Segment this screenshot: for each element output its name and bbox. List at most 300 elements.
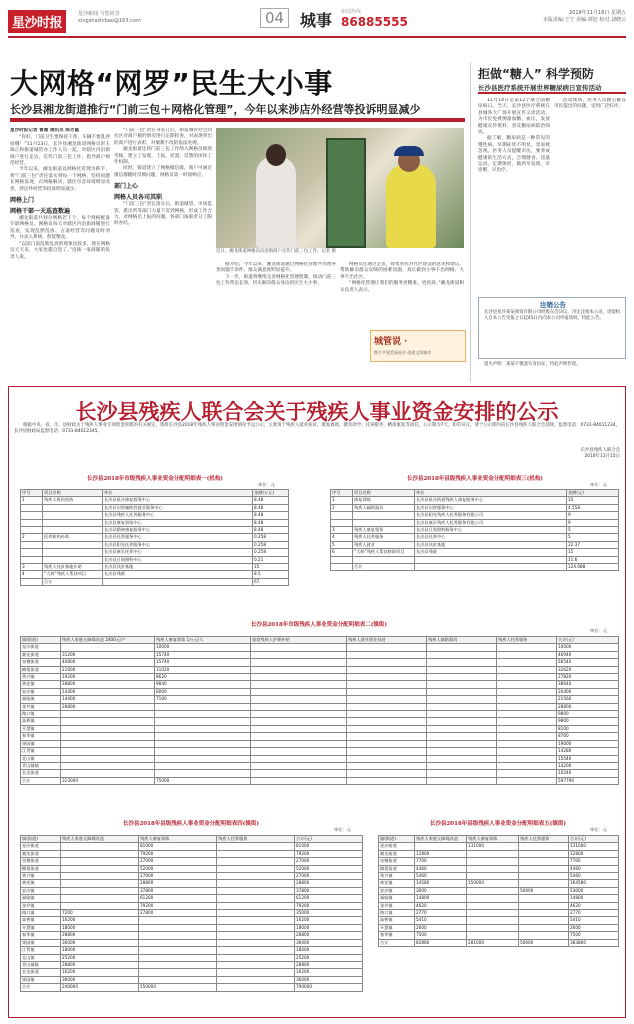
table-cell: 金井镇 (21, 902, 61, 909)
table-cell (155, 748, 251, 755)
table-cell (43, 527, 103, 534)
table-header-cell: 残疾人家庭无障碍改造 (61, 836, 139, 843)
table-cell: 27800 (139, 910, 217, 917)
public-notice-title: 长沙县残疾人联合会关于残疾人事业资金安排的公示 (75, 400, 559, 424)
table-cell: 37800 (295, 887, 363, 894)
paragraph: “门前三包”责任书签订后，街道城管办会同社区对商户履约情况进行定期检查，对表现突出的商户进行表彰，对屡教不改的依法处理。 (114, 128, 212, 146)
table-cell (61, 718, 155, 725)
table-cell (497, 733, 557, 740)
table-cell: 星沙街道 (21, 843, 61, 850)
table-cell: 28800 (557, 703, 619, 710)
table-cell: 11.6 (567, 556, 619, 563)
table-cell: 长沙县星沙康复服务中心 (103, 497, 253, 504)
table-cell: 4460 (569, 865, 619, 872)
table-cell: 16200 (295, 969, 363, 976)
table-row (331, 497, 619, 504)
table-cell: 长龙街道 (21, 770, 61, 777)
table-header-row (21, 490, 289, 497)
table-cell: 黄兴镇 (21, 674, 61, 681)
table-header-cell: 金额(万元) (253, 490, 289, 497)
table-cell (427, 748, 497, 755)
table-cell: 合计 (21, 984, 61, 991)
table-cell: 黄花镇 (21, 880, 61, 887)
table-cell: 12800 (415, 850, 467, 857)
table-cell: 18000 (61, 947, 139, 954)
table-cell: “大病”残疾人帮扶救助项目 (353, 549, 415, 556)
table-cell: 星沙街道 (21, 644, 61, 651)
table-cell: 28800 (295, 880, 363, 887)
table-cell: 5 (567, 527, 619, 534)
table-cell (497, 755, 557, 762)
table-row (21, 910, 363, 917)
table-cell: 131000 (467, 843, 519, 850)
table-cell (467, 902, 519, 909)
table-cell (217, 902, 295, 909)
table-row (21, 858, 363, 865)
table-cell (467, 887, 519, 894)
table2-title: 长沙县2018年县级残疾人事业资金分配明细表三(机构) (406, 476, 543, 482)
table-row (379, 873, 619, 880)
article-column-3 (216, 262, 336, 326)
table-cell: 9 (567, 512, 619, 519)
table-cell (155, 740, 251, 747)
table-cell: 湘龙街道 (21, 850, 61, 857)
table-cell: 8620 (155, 674, 251, 681)
table-cell: 36000 (295, 976, 363, 983)
logo-subtitle: 星沙新闻 与您同享 xingshashibao@163.com (78, 11, 141, 24)
table-cell: 79200 (139, 902, 217, 909)
paragraph: 据介绍，今年以来，湘龙街道通过网格化管理共处理各类问题千余件，群众满意度明显提升。 (216, 262, 336, 274)
table-header-cell: 残疾人托养服务 (519, 836, 569, 843)
table-cell (217, 910, 295, 917)
notice-bottom: 遗失声明：某某不慎遗失身份证，特此声明作废。 (484, 362, 581, 367)
table-cell: 323000 (61, 777, 155, 784)
notice-title: 注销公告 (540, 301, 566, 309)
masthead (8, 6, 626, 38)
table-cell: 67 (253, 578, 289, 585)
table-cell (61, 733, 155, 740)
table-cell (497, 748, 557, 755)
table-cell: 7700 (415, 858, 467, 865)
hotline-label: 新闻热线 (341, 9, 362, 15)
table-header-row (331, 490, 619, 497)
table-cell (61, 644, 155, 651)
table-cell (497, 674, 557, 681)
photo-caption: 近日，湘龙街道网格员向沿街商户宣传门前三包工作。记者 摄 (216, 249, 336, 254)
table-row (379, 932, 619, 939)
table-cell (427, 770, 497, 777)
table-row (21, 740, 619, 747)
side-column-2 (554, 98, 626, 294)
table-cell: 14280 (557, 748, 619, 755)
page-number: 04 (260, 8, 289, 28)
table-cell: 281000 (467, 939, 519, 946)
table-cell (427, 733, 497, 740)
table-row (21, 571, 289, 578)
table-cell (427, 711, 497, 718)
table-cell (497, 777, 557, 784)
table-cell: 15740 (155, 659, 251, 666)
table-cell: 79200 (295, 902, 363, 909)
table3 (20, 636, 619, 785)
table-cell: 长沙县康复训练中心 (103, 519, 253, 526)
table-cell: 泉塘街道 (379, 858, 415, 865)
table-row (21, 748, 619, 755)
table-cell (331, 512, 353, 519)
table-cell (415, 843, 467, 850)
table-cell: 36000 (61, 976, 139, 983)
table-cell (61, 887, 139, 894)
table-cell (467, 910, 519, 917)
table-cell (519, 910, 569, 917)
table-cell: 9 (567, 519, 619, 526)
table-row (379, 895, 619, 902)
table-cell (347, 755, 427, 762)
table-cell: 27000 (139, 873, 217, 880)
table-cell (427, 696, 497, 703)
photo-person-white (256, 156, 296, 248)
table-cell: 3 (331, 527, 353, 534)
table-cell (43, 519, 103, 526)
table-cell: 28800 (61, 681, 155, 688)
table-row (21, 976, 363, 983)
table-cell (467, 850, 519, 857)
table2-unit: 单位：元 (590, 482, 607, 487)
table-cell (139, 932, 217, 939)
table-cell: 6 (331, 549, 353, 556)
table-cell: 27820 (557, 674, 619, 681)
table-cell: 14200 (557, 762, 619, 769)
table-cell: 46940 (557, 651, 619, 658)
table-cell (519, 843, 569, 850)
table-cell: 9840 (155, 681, 251, 688)
table-cell: 残疾人康复服务 (353, 527, 415, 534)
table-cell (415, 564, 567, 571)
table-cell: 7500 (415, 932, 467, 939)
photo-person-yellow-vest (386, 164, 436, 248)
table-row (21, 843, 363, 850)
table-row (331, 504, 619, 511)
table-header-row (21, 637, 619, 644)
table-row (21, 688, 619, 695)
table-cell (519, 850, 569, 857)
table3-title: 长沙县2018年市级残疾人事业资金分配明细表二(镇街) (250, 622, 387, 628)
table-cell (347, 651, 427, 658)
table-cell: 高桥镇 (379, 917, 415, 924)
table-cell: 长沙县扶贫基地 (415, 541, 567, 548)
table-cell: 长沙县日间照料中心 (103, 556, 253, 563)
table-cell: 果园镇 (21, 976, 61, 983)
table-cell (251, 777, 347, 784)
table-cell: 黄花镇 (21, 681, 61, 688)
table-cell (497, 718, 557, 725)
table-cell (43, 504, 103, 511)
table-cell (353, 519, 415, 526)
table-cell: 40800 (61, 659, 155, 666)
table-row (379, 887, 619, 894)
table-cell: 597790 (557, 777, 619, 784)
table-cell: 14800 (569, 895, 619, 902)
table-cell (467, 895, 519, 902)
subhead-line: 网格干部一天巡查数遍 (10, 208, 71, 216)
table-cell (519, 902, 569, 909)
table-cell (347, 644, 427, 651)
table-cell (427, 762, 497, 769)
table-cell (61, 895, 139, 902)
table-row (21, 762, 619, 769)
table-row (21, 527, 289, 534)
table-cell: 52000 (295, 865, 363, 872)
table-cell: 19200 (61, 674, 155, 681)
table-cell: 康复训练 (353, 497, 415, 504)
table-header-cell: 金额(元) (567, 490, 619, 497)
table-cell: 25200 (61, 954, 139, 961)
table-cell (21, 556, 43, 563)
table-cell (497, 644, 557, 651)
table-cell (139, 954, 217, 961)
table-row (21, 681, 619, 688)
table-cell: 7200 (61, 910, 139, 917)
table-cell (251, 674, 347, 681)
table-row (379, 858, 619, 865)
table-cell (427, 674, 497, 681)
table-header-cell: 重度残疾人护理补贴 (251, 637, 347, 644)
table-row (21, 534, 289, 541)
table-cell: 2 (331, 504, 353, 511)
table-cell (61, 902, 139, 909)
table-cell (251, 755, 347, 762)
table-cell: 22.37 (567, 541, 619, 548)
table-cell (347, 777, 427, 784)
table-cell (139, 924, 217, 931)
table-cell (251, 688, 347, 695)
table-cell: 79200 (295, 850, 363, 857)
table-row (21, 644, 619, 651)
table-cell: 52000 (139, 865, 217, 872)
table-cell: 14800 (415, 895, 467, 902)
table-header-row (21, 836, 363, 843)
table5 (378, 835, 619, 947)
table-header-cell: 项目名称 (43, 490, 103, 497)
table-cell (519, 924, 569, 931)
table-cell: 383860 (569, 939, 619, 946)
public-notice-signature: 长沙县残疾人联合会 2018年11月15日 (580, 448, 620, 459)
table-cell: 0.258 (253, 534, 289, 541)
table-cell (21, 519, 43, 526)
table-cell: 7160 (155, 696, 251, 703)
table-cell (251, 725, 347, 732)
table-cell: 28800 (295, 961, 363, 968)
table-row (379, 917, 619, 924)
table-cell (155, 762, 251, 769)
table-cell: 3 (21, 564, 43, 571)
table2 (330, 489, 619, 571)
subhead: 部门上心 (114, 183, 139, 191)
table-cell (427, 651, 497, 658)
paragraph: “以前门前乱堆乱放的现象比较多，现在网格员天天来，大家也都自觉了。”沿街一家商铺的负责人说。 (10, 241, 110, 260)
table-row (21, 865, 363, 872)
table-cell: 春华镇 (379, 932, 415, 939)
table-cell (347, 770, 427, 777)
table-row (21, 850, 363, 857)
table-cell (251, 718, 347, 725)
table-cell (497, 688, 557, 695)
table-cell: 9800 (557, 711, 619, 718)
table-cell: 150000 (467, 880, 519, 887)
table-cell: 8.48 (253, 497, 289, 504)
table-cell (347, 674, 427, 681)
table-row (21, 947, 363, 954)
table-cell: 16200 (61, 969, 139, 976)
table-cell (155, 733, 251, 740)
table-cell (61, 770, 155, 777)
table-cell: 27000 (295, 858, 363, 865)
table-cell: 长龙街道 (21, 969, 61, 976)
table-cell (217, 865, 295, 872)
table-cell: 15 (253, 564, 289, 571)
table-header-cell: 残疾人康复训练 1万元/人 (155, 637, 251, 644)
table-cell (61, 762, 155, 769)
table-cell (21, 578, 43, 585)
table-cell: 8.48 (253, 519, 289, 526)
table-row (21, 556, 289, 563)
table-cell: 果园镇 (21, 740, 61, 747)
table-cell: 福临镇 (21, 696, 61, 703)
table-cell: 14580 (415, 880, 467, 887)
table-cell: 8.5 (253, 571, 289, 578)
table-cell (251, 762, 347, 769)
table-row (21, 674, 619, 681)
table-header-cell: 残疾人托养服务 (497, 637, 557, 644)
table-cell: 25200 (295, 954, 363, 961)
table-row (21, 939, 363, 946)
table-cell: 长沙县康乐托养中心 (103, 549, 253, 556)
table-cell: 长沙县阳光残疾人托养服务有限公司 (415, 512, 567, 519)
table-cell: 高桥镇 (21, 718, 61, 725)
table-cell: 黄兴镇 (379, 873, 415, 880)
table-row (21, 887, 363, 894)
table-cell (61, 858, 139, 865)
table-cell: 7500 (569, 932, 619, 939)
table-cell (347, 696, 427, 703)
table-cell (155, 770, 251, 777)
table-cell: 8700 (557, 733, 619, 740)
paragraph: “网格化管理让我们的服务更精准、更高效。”湘龙街道相关负责人表示。 (340, 281, 464, 293)
table-cell: 28800 (295, 932, 363, 939)
table-row (21, 651, 619, 658)
table-header-cell: 序号 (21, 490, 43, 497)
table-row (331, 534, 619, 541)
paragraph: “门前三包”责任落实后，街道城管、市场监管、派出所等部门力量下沉到网格，形成工作合力。对网格员上报的问题，各部门按职责分工限时办结。 (114, 202, 212, 227)
table-cell: 14400 (61, 696, 155, 703)
table-cell (251, 644, 347, 651)
table-cell: 56540 (557, 659, 619, 666)
table-cell (21, 512, 43, 519)
table-cell: 2600 (415, 924, 467, 931)
table-cell (21, 549, 43, 556)
table-cell: 550000 (139, 984, 217, 991)
photo-cap (394, 146, 424, 156)
table-cell (217, 976, 295, 983)
table-header-cell: 残疾人托养服务 (217, 836, 295, 843)
side-headline: 拒做“糖人” 科学预防 (478, 67, 594, 81)
table-header-cell: 单位 (415, 490, 567, 497)
table-cell (467, 873, 519, 880)
table-cell (347, 659, 427, 666)
table-cell: 4460 (415, 865, 467, 872)
table-cell: 79200 (139, 850, 217, 857)
table-cell: 16200 (295, 917, 363, 924)
table-cell (347, 718, 427, 725)
table-cell (217, 969, 295, 976)
table-cell: 2770 (569, 910, 619, 917)
table-cell: 青山铺镇 (21, 762, 61, 769)
table-cell: 9800 (557, 718, 619, 725)
table-cell (427, 666, 497, 673)
table-header-cell: 镇(街道) (21, 637, 61, 644)
table-cell: 38640 (557, 681, 619, 688)
table-row (331, 556, 619, 563)
table-cell: 36000 (295, 939, 363, 946)
table-cell (467, 924, 519, 931)
table-cell (353, 512, 415, 519)
table-cell: “大病”残疾人帮扶项目 (43, 571, 103, 578)
table-cell: 12800 (569, 850, 619, 857)
table-row (331, 527, 619, 534)
table-cell (497, 681, 557, 688)
table-cell (347, 681, 427, 688)
table-cell: 15 (567, 549, 619, 556)
table-cell (43, 541, 103, 548)
table-cell (139, 976, 217, 983)
table-row (379, 865, 619, 872)
table-row (379, 850, 619, 857)
side-rule (478, 92, 626, 94)
notice-body: 长沙县星沙某某商贸有限公司经股东会决议，决定注销本公司，请债权人自本公告见报之日起45日内向本公司申报债权，特此公告。 (484, 310, 621, 321)
table-header-cell: 残疾人家庭无障碍改造 (415, 836, 467, 843)
table-cell: 2600 (569, 924, 619, 931)
table-cell (251, 740, 347, 747)
section-title: 城事 (300, 11, 333, 30)
table-header-cell: 单位 (103, 490, 253, 497)
table-header-cell: 残疾人家庭无障碍改造 2400元/户 (61, 637, 155, 644)
table-cell: 131000 (569, 843, 619, 850)
table-cell (217, 984, 295, 991)
table-cell (139, 939, 217, 946)
table-cell (519, 917, 569, 924)
table-cell (427, 688, 497, 695)
table-cell (497, 770, 557, 777)
storefront-door (326, 138, 366, 248)
table-row (21, 895, 363, 902)
table-cell (331, 556, 353, 563)
table-cell (347, 733, 427, 740)
table-row (331, 512, 619, 519)
table-cell: 残疾人就业 (353, 541, 415, 548)
table-cell (519, 865, 569, 872)
table-cell: 湘龙街道 (21, 651, 61, 658)
table-cell: 长沙县残疾人托养服务中心 (103, 512, 253, 519)
subhead: 网格上门 (10, 197, 35, 205)
table-cell (61, 843, 139, 850)
table-cell (61, 865, 139, 872)
table-cell: 4620 (415, 902, 467, 909)
table-cell: 14400 (61, 688, 155, 695)
table-cell: 果园镇 (21, 939, 61, 946)
table-row (331, 541, 619, 548)
table-cell: 20400 (557, 688, 619, 695)
table-cell (497, 725, 557, 732)
